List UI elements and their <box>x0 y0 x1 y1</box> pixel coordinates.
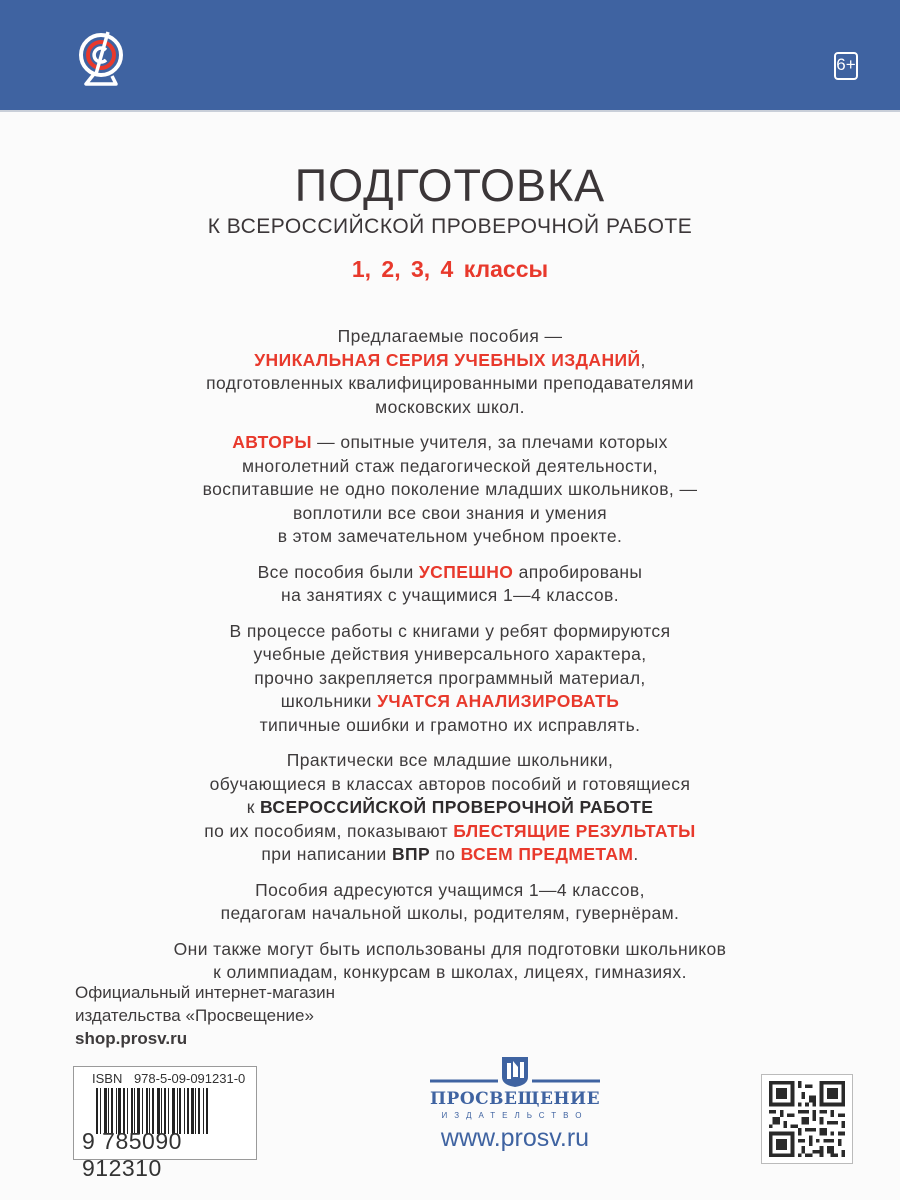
shop-info: Официальный интернет-магазин издательства «Просвещение» shop.prosv.ru <box>75 983 336 1048</box>
paragraph-results: Практически все младшие школьники, обучающиеся в классах авторов пособий и готовящиеся к ВСЕРОССИЙСКОЙ ПРОВЕРОЧНОЙ РАБОТЕ по их пособиям, показывают БЛЕСТЯЩИЕ РЕЗУЛЬТАТЫ при написании ВПР по ВСЕМ ПРЕДМЕТАМ. <box>204 750 696 864</box>
barcode-digits: 9 785090 912310 <box>82 1128 182 1181</box>
highlight-analyze: УЧАТСЯ АНАЛИЗИРОВАТЬ <box>377 691 620 711</box>
publisher-name: ПРОСВЕЩЕНИЕ <box>430 1089 601 1109</box>
header-band <box>0 0 900 112</box>
isbn-label: ISBN 978-5-09-091231-0 <box>92 1071 246 1086</box>
publisher-globe-logo-icon <box>76 30 126 90</box>
paragraph-series: Предлагаемые пособия — УНИКАЛЬНАЯ СЕРИЯ УЧЕБНЫХ ИЗДАНИЙ, подготовленных квалифицированными преподавателями московских школ. <box>206 326 694 417</box>
publisher-subtitle: ИЗДАТЕЛЬСТВО <box>441 1111 589 1120</box>
shield-emblem-icon <box>430 1053 600 1087</box>
bold-vpr: ВПР <box>391 844 431 864</box>
highlight-unique-series: УНИКАЛЬНАЯ СЕРИЯ УЧЕБНЫХ ИЗДАНИЙ <box>254 349 641 370</box>
cover-title: ПОДГОТОВКА <box>294 160 606 211</box>
bold-vpr-full: ВСЕРОССИЙСКОЙ ПРОВЕРОЧНОЙ РАБОТЕ <box>260 797 654 817</box>
publisher-url-link[interactable]: www.prosv.ru <box>440 1124 590 1152</box>
highlight-all-subjects: ВСЕМ ПРЕДМЕТАМ <box>460 844 634 864</box>
qr-code-block[interactable] <box>761 1074 853 1164</box>
shop-url-link[interactable]: shop.prosv.ru <box>75 1029 188 1048</box>
age-rating-badge: 6+ <box>834 52 858 80</box>
paragraph-tested: Все пособия были УСПЕШНО апробированы на занятиях с учащимися 1—4 классов. <box>257 561 643 605</box>
paragraph-audience: Пособия адресуются учащимся 1—4 классов, педагогам начальной школы, родителям, гувернёрам. <box>220 879 680 923</box>
paragraph-authors: АВТОРЫ — опытные учителя, за плечами которых многолетний стаж педагогической деятельности, воспитавшие не одно поколение младших школьников, — воплотили все свои знания и умения в этом замечательном учебном проекте. <box>202 432 698 546</box>
highlight-successfully: УСПЕШНО <box>418 561 514 582</box>
highlight-authors: АВТОРЫ <box>232 432 312 452</box>
paragraph-skills: В процессе работы с книгами у ребят формируются учебные действия универсального характера, прочно закрепляется программный материал, школьники УЧАТСЯ АНАЛИЗИРОВАТЬ типичные ошибки и грамотно их исправлять. <box>229 620 671 735</box>
publisher-block <box>430 1053 600 1153</box>
description <box>100 325 800 997</box>
isbn-barcode <box>73 1066 257 1181</box>
cover-subtitle: К ВСЕРОССИЙСКОЙ ПРОВЕРОЧНОЙ РАБОТЕ <box>207 215 693 238</box>
highlight-brilliant-results: БЛЕСТЯЩИЕ РЕЗУЛЬТАТЫ <box>453 820 696 841</box>
grades-label: 1, 2, 3, 4 классы <box>351 256 549 282</box>
qr-code-icon <box>768 1081 846 1157</box>
paragraph-olympiads: Они также могут быть использованы для подготовки школьников к олимпиадам, конкурсам в школах, лицеях, гимназиях. <box>173 938 727 982</box>
